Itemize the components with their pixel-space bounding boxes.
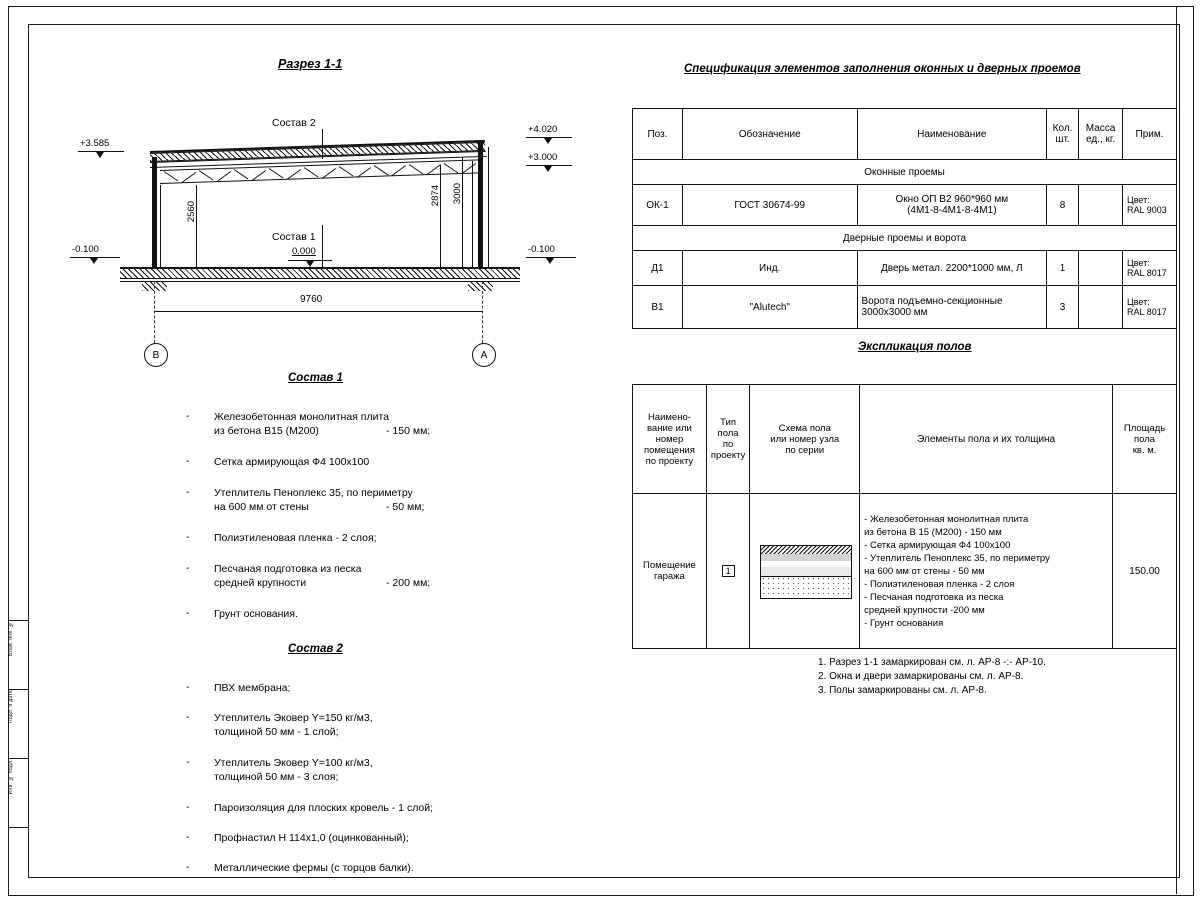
floors-head-type-l2: пола: [717, 428, 739, 439]
floors-head-area-l1: Площадь: [1123, 422, 1166, 434]
floors-head-type-l3: по: [722, 439, 734, 450]
floors-head-name: [633, 385, 707, 494]
sheet-border-right-margin: [1176, 6, 1193, 894]
bullet-dash: -: [186, 681, 190, 693]
sostav2-item-1-line1: ПВХ мембрана;: [214, 682, 291, 694]
level-arrow-2: [544, 138, 552, 144]
sostav1-item-3-line2: на 600 мм от стены: [214, 501, 309, 513]
table-row: [633, 251, 1177, 286]
zero-arrow: [306, 261, 314, 267]
spec-head-pos: Поз.: [633, 109, 683, 160]
spec-row2-designation: Инд.: [682, 251, 857, 286]
sostav1-item-1-line1: Железобетонная монолитная плита: [214, 411, 390, 423]
truss-web: [374, 165, 389, 175]
note-1: 1. Разрез 1-1 замаркирован см. л. АР-8 -:- АР-10.: [818, 657, 1046, 668]
floors-el-3-l1: - Утеплитель Пеноплекс 35, по периметру: [864, 552, 1050, 564]
level-arrow-3: [544, 166, 552, 172]
floors-row-scheme: [750, 494, 860, 649]
spec-group-windows: Оконные проемы: [633, 160, 1177, 185]
floor-scheme-diagram: [760, 545, 852, 599]
floors-row-name-l1: Помещение: [643, 560, 696, 571]
spec-head-mass-l1: Масса: [1085, 123, 1116, 134]
spec-table: [632, 108, 1177, 329]
spec-row2-name: Дверь метал. 2200*1000 мм, Л: [857, 251, 1047, 286]
truss-web: [269, 168, 284, 178]
sostav2-item-5-line1: Профнастил Н 114х1,0 (оцинкованный);: [214, 832, 409, 844]
dim-value-2560: 2560: [186, 201, 197, 223]
bullet-dash: -: [186, 531, 190, 543]
spec-row1-note-l1: Цвет:: [1127, 195, 1150, 205]
title-block-left-strip: [8, 620, 28, 895]
spec-head-mass-l2: ед., кг.: [1086, 134, 1116, 145]
spec-row1-name: [857, 185, 1047, 226]
axis-bubble-a: А: [472, 343, 496, 367]
section-title: Разрез 1-1: [278, 57, 343, 71]
spec-group-doors: Дверные проемы и ворота: [633, 226, 1177, 251]
floors-el-6-l1: - Грунт основания: [864, 617, 944, 629]
level-mark-minus-right: -0.100: [528, 244, 555, 255]
truss-web: [164, 171, 179, 181]
note-3: 3. Полы замаркированы см. л. АР-8.: [818, 685, 987, 696]
table-row: [633, 286, 1177, 329]
bullet-dash: -: [186, 562, 190, 574]
axis-ext-left: [154, 281, 155, 343]
note-2: 2. Окна и двери замаркированы см. л. АР-8.: [818, 671, 1024, 682]
level-mark-minus-left: -0.100: [72, 244, 99, 255]
callout-sostav1: Состав 1: [272, 231, 316, 243]
truss-web: [304, 167, 319, 177]
spec-head-mass: [1079, 109, 1123, 160]
floors-head-scheme-l2: или номер узла: [770, 433, 840, 445]
sostav1-item-6-line1: Грунт основания.: [214, 608, 298, 620]
spec-row3-name: [857, 286, 1047, 329]
table-header-row: [633, 109, 1177, 160]
floors-table: [632, 384, 1177, 649]
dim-value-2874: 2874: [430, 185, 441, 207]
level-arrow-4: [90, 258, 98, 264]
spec-head-qty-l2: шт.: [1055, 134, 1070, 145]
dim-line-2874: [440, 165, 441, 267]
floors-el-1-l2: из бетона В 15 (М200) - 150 мм: [864, 526, 1002, 538]
table-header-row: [633, 385, 1177, 494]
floors-row-name: [633, 494, 707, 649]
spec-row1-pos: ОК-1: [633, 185, 683, 226]
spec-head-note: Прим.: [1123, 109, 1177, 160]
level-mark-4020: +4.020: [528, 124, 558, 135]
wall-right-outer: [488, 147, 489, 267]
wall-right-inner: [472, 161, 473, 267]
sostav1-item-5-line1: Песчаная подготовка из песка: [214, 563, 362, 575]
floors-head-type-l4: проекту: [710, 450, 746, 461]
spec-row3-name-l1: Ворота подъемно-секционные: [861, 296, 1003, 307]
spec-row1-qty: 8: [1047, 185, 1079, 226]
floors-head-scheme-l3: по серии: [785, 444, 825, 456]
truss-web: [199, 170, 214, 180]
sostav1-item-1-line2: из бетона В15 (М200): [214, 425, 319, 437]
sostav1-item-3-value: - 50 мм;: [386, 501, 425, 513]
spec-row2-note-l1: Цвет:: [1127, 258, 1150, 268]
spec-row3-qty: 3: [1047, 286, 1079, 329]
truss-bottom-chord: [160, 172, 480, 184]
sostav2-item-2-line1: Утеплитель Эковер Y=150 кг/м3,: [214, 712, 373, 724]
floors-row-type: [706, 494, 749, 649]
column-right: [478, 143, 483, 267]
callout-sostav2: Состав 2: [272, 117, 316, 129]
floors-el-4-l1: - Полиэтиленовая пленка - 2 слоя: [864, 578, 1015, 590]
floors-head-area-l2: пола: [1134, 433, 1156, 445]
spec-row3-mass: [1079, 286, 1123, 329]
sostav2-item-4-line1: Пароизоляция для плоских кровель - 1 слой;: [214, 802, 434, 814]
bullet-dash: -: [186, 486, 190, 498]
floors-row-name-l2: гаража: [654, 571, 685, 582]
spec-row2-pos: Д1: [633, 251, 683, 286]
level-mark-3585: +3.585: [80, 138, 110, 149]
table-group-row: [633, 226, 1177, 251]
floors-title: Экспликация полов: [858, 341, 972, 353]
floors-head-name-l5: по проекту: [645, 455, 694, 467]
sostav1-item-5-line2: средней крупности: [214, 577, 307, 589]
bullet-dash: -: [186, 861, 190, 873]
spec-row3-designation: "Alutech": [682, 286, 857, 329]
table-row: [633, 185, 1177, 226]
floors-head-name-l4: помещения: [643, 444, 695, 456]
strip-label-2: Подп. и дата: [8, 690, 14, 724]
truss-web: [409, 164, 424, 174]
floors-head-scheme-l1: Схема пола: [778, 422, 831, 434]
level-mark-zero: 0.000: [292, 246, 316, 257]
dim-line-2560: [196, 185, 197, 267]
spec-head-qty: [1047, 109, 1079, 160]
spec-row1-note-l2: RAL 9003: [1127, 205, 1167, 215]
sostav1-title: Состав 1: [288, 372, 343, 384]
sostav1-item-1-value: - 150 мм;: [386, 425, 431, 437]
spec-row3-note-l1: Цвет:: [1127, 297, 1150, 307]
floors-el-1-l1: - Железобетонная монолитная плита: [864, 513, 1029, 525]
spec-row2-note: [1123, 251, 1177, 286]
floors-head-name-l2: вание или: [646, 422, 692, 434]
spec-row3-name-l2: 3000х3000 мм: [861, 307, 928, 318]
column-left: [152, 157, 157, 267]
floors-head-name-l1: Наимено-: [647, 411, 691, 423]
spec-head-qty-l1: Кол.: [1052, 123, 1073, 134]
wall-left-inner: [160, 185, 161, 267]
leader-sostav2: [322, 129, 323, 159]
spec-row1-name-l1: Окно ОП В2 960*960 мм: [895, 194, 1009, 205]
floors-el-5-l1: - Песчаная подготовка из песка: [864, 591, 1004, 603]
spec-head-name: Наименование: [857, 109, 1047, 160]
leader-sostav1: [322, 225, 323, 267]
dim-value-3000: 3000: [452, 183, 463, 205]
footing-hatch-right: [468, 281, 493, 291]
dim-value-9760: 9760: [300, 294, 323, 305]
floor-type-box: 1: [722, 565, 735, 577]
level-arrow-5: [546, 258, 554, 264]
floor-slab-hatch: [120, 269, 520, 279]
sostav1-item-3-line1: Утеплитель Пеноплекс 35, по периметру: [214, 487, 413, 499]
bullet-dash: -: [186, 831, 190, 843]
sostav2-title: Состав 2: [288, 643, 343, 655]
level-arrow-1: [96, 152, 104, 158]
spec-row1-designation: ГОСТ 30674-99: [682, 185, 857, 226]
spec-row1-mass: [1079, 185, 1123, 226]
table-row: [633, 494, 1177, 649]
section-drawing: [60, 95, 620, 365]
floors-el-3-l2: на 600 мм от стены - 50 мм: [864, 565, 985, 577]
truss-web: [339, 166, 354, 176]
bullet-dash: -: [186, 756, 190, 768]
spec-row1-name-l2: (4М1-8-4М1-8-4М1): [907, 205, 997, 216]
spec-row3-pos: В1: [633, 286, 683, 329]
bullet-dash: -: [186, 455, 190, 467]
floors-row-elements: [860, 494, 1113, 649]
spec-head-designation: Обозначение: [682, 109, 857, 160]
floors-head-elements: Элементы пола и их толщина: [860, 385, 1113, 494]
spec-row2-qty: 1: [1047, 251, 1079, 286]
sostav1-item-4-line1: Полиэтиленовая пленка - 2 слоя;: [214, 532, 377, 544]
floors-el-5-l2: средней крупности -200 мм: [864, 604, 985, 616]
floor-layer-ground: [761, 576, 851, 598]
floors-head-area: [1113, 385, 1177, 494]
sostav1-item-5-value: - 200 мм;: [386, 577, 431, 589]
strip-label-3: Инв. № подл.: [8, 759, 14, 795]
axis-ext-right: [482, 281, 483, 343]
dim-line-3000: [462, 157, 463, 267]
spec-row3-note: [1123, 286, 1177, 329]
floors-head-type-l1: Тип: [720, 417, 736, 428]
floors-head-name-l3: номер: [655, 433, 684, 445]
spec-row2-note-l2: RAL 8017: [1127, 268, 1167, 278]
spec-row1-note: [1123, 185, 1177, 226]
sostav2-item-2-line2: толщиной 50 мм - 1 слой;: [214, 726, 339, 738]
floors-head-area-l3: кв. м.: [1132, 444, 1157, 456]
truss-web: [234, 169, 249, 179]
bullet-dash: -: [186, 607, 190, 619]
axis-bubble-v: В: [144, 343, 168, 367]
spec-row2-mass: [1079, 251, 1123, 286]
sostav2-item-3-line1: Утеплитель Эковер Y=100 кг/м3,: [214, 757, 373, 769]
bullet-dash: -: [186, 711, 190, 723]
dim-chain-9760: [154, 311, 482, 312]
floors-row-area: 150.00: [1113, 494, 1177, 649]
table-group-row: [633, 160, 1177, 185]
sostav1-item-2-line1: Сетка армирующая Ф4 100х100: [214, 456, 370, 468]
ground-line: [120, 281, 520, 282]
level-mark-3000: +3.000: [528, 152, 558, 163]
sostav2-item-3-line2: толщиной 50 мм - 3 слоя;: [214, 771, 339, 783]
floors-el-2-l1: - Сетка армирующая Ф4 100х100: [864, 539, 1011, 551]
bullet-dash: -: [186, 801, 190, 813]
truss-web: [444, 163, 459, 173]
bullet-dash: -: [186, 410, 190, 422]
spec-row3-note-l2: RAL 8017: [1127, 307, 1167, 317]
floors-head-scheme: [750, 385, 860, 494]
floors-head-type: [706, 385, 749, 494]
spec-title: Спецификация элементов заполнения оконных и дверных проемов: [684, 63, 1081, 75]
strip-label-1: Взам. инв. №: [8, 621, 14, 657]
sostav2-item-6-line1: Металлические фермы (с торцов балки).: [214, 862, 414, 874]
